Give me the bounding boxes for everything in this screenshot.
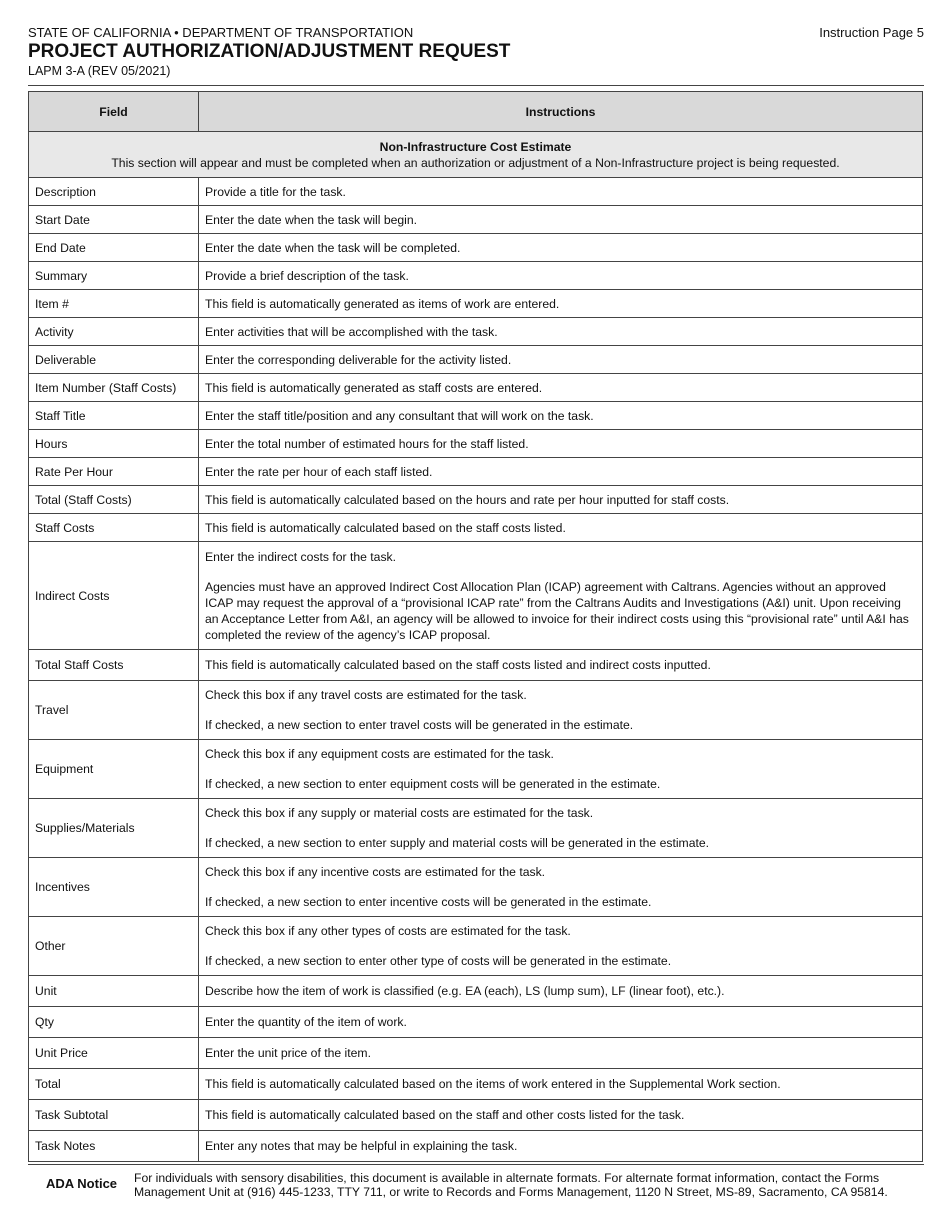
table-row: [29, 234, 923, 262]
column-header-instructions: Instructions: [199, 92, 923, 132]
header-divider: [28, 85, 924, 86]
instruction-text: Check this box if any incentive costs are estimated for the task.: [205, 865, 546, 879]
field-name: Task Notes: [29, 1131, 199, 1162]
instruction-text: Enter activities that will be accomplished with the task.: [205, 324, 498, 339]
field-instruction: [199, 542, 923, 650]
footer-divider: [28, 1164, 924, 1165]
table-row: [29, 374, 923, 402]
field-instruction: [199, 917, 923, 976]
instruction-text: Describe how the item of work is classified (e.g. EA (each), LS (lump sum), LF (linear foot), etc.).: [205, 984, 725, 998]
instruction-text: Check this box if any travel costs are estimated for the task.: [205, 688, 527, 702]
instruction-text: Enter the unit price of the item.: [205, 1046, 371, 1060]
field-name: Incentives: [29, 858, 199, 917]
field-name: Equipment: [29, 740, 199, 799]
instruction-text: This field is automatically calculated based on the staff costs listed and indirect costs inputted.: [205, 658, 711, 672]
field-instruction: [199, 486, 923, 514]
instruction-text: Enter any notes that may be helpful in explaining the task.: [205, 1139, 518, 1153]
field-name: Unit Price: [29, 1038, 199, 1069]
field-name: Indirect Costs: [29, 542, 199, 650]
field-name: Item Number (Staff Costs): [29, 374, 199, 402]
table-row: [29, 458, 923, 486]
section-note: This section will appear and must be completed when an authorization or adjustment of a Non-Infrastructure project is being requested.: [111, 155, 840, 170]
field-name: Summary: [29, 262, 199, 290]
instruction-text: If checked, a new section to enter supply and material costs will be generated in the estimate.: [205, 836, 710, 850]
field-name: Start Date: [29, 206, 199, 234]
field-name: Total (Staff Costs): [29, 486, 199, 514]
ada-notice-text: For individuals with sensory disabilities, this document is available in alternate formats. For alternate format information, contact the Forms Management Unit at (916) 445-1233, TTY 711, or write to Records and Forms Management, 1120 N Street, MS-89, Sacramento, CA 95814.: [134, 1171, 888, 1199]
table-row: [29, 858, 923, 917]
table-row: [29, 178, 923, 206]
instruction-text: If checked, a new section to enter travel costs will be generated in the estimate.: [205, 718, 634, 732]
section-title: Non-Infrastructure Cost Estimate: [379, 139, 572, 154]
instruction-text: Provide a brief description of the task.: [205, 268, 409, 283]
instruction-text: Enter the corresponding deliverable for the activity listed.: [205, 352, 512, 367]
form-number: LAPM 3-A (REV 05/2021): [28, 64, 171, 78]
table-row: [29, 917, 923, 976]
field-instruction: [199, 1131, 923, 1162]
table-row: [29, 650, 923, 681]
field-name: Supplies/Materials: [29, 799, 199, 858]
field-instruction: [199, 430, 923, 458]
instruction-text: Enter the staff title/position and any consultant that will work on the task.: [205, 408, 594, 423]
document-header: [28, 25, 924, 85]
instruction-text: Enter the total number of estimated hours for the staff listed.: [205, 436, 529, 451]
section-header: [29, 132, 923, 178]
instruction-text: This field is automatically calculated based on the items of work entered in the Supplemental Work section.: [205, 1077, 781, 1091]
field-name: Travel: [29, 681, 199, 740]
instruction-text: This field is automatically calculated based on the staff and other costs listed for the task.: [205, 1108, 685, 1122]
instruction-text: Enter the date when the task will begin.: [205, 212, 418, 227]
instruction-text: Check this box if any equipment costs are estimated for the task.: [205, 747, 554, 761]
field-name: Total: [29, 1069, 199, 1100]
field-name: Staff Title: [29, 402, 199, 430]
instruction-text: Check this box if any other types of costs are estimated for the task.: [205, 924, 571, 938]
table-row: [29, 740, 923, 799]
field-instruction: [199, 799, 923, 858]
table-row: [29, 262, 923, 290]
table-row: [29, 799, 923, 858]
field-instruction: [199, 262, 923, 290]
instruction-text: Check this box if any supply or material costs are estimated for the task.: [205, 806, 594, 820]
instruction-text: Enter the date when the task will be completed.: [205, 240, 461, 255]
instruction-text: If checked, a new section to enter other type of costs will be generated in the estimate.: [205, 954, 672, 968]
field-instruction: [199, 374, 923, 402]
field-instruction: [199, 1038, 923, 1069]
field-name: Deliverable: [29, 346, 199, 374]
field-name: End Date: [29, 234, 199, 262]
field-instruction: [199, 318, 923, 346]
field-name: Item #: [29, 290, 199, 318]
field-name: Task Subtotal: [29, 1100, 199, 1131]
table-row: [29, 976, 923, 1007]
instruction-text: This field is automatically calculated based on the hours and rate per hour inputted for staff costs.: [205, 492, 730, 507]
field-instruction: [199, 976, 923, 1007]
table-row: [29, 290, 923, 318]
instruction-text: This field is automatically generated as items of work are entered.: [205, 296, 560, 311]
table-row: [29, 346, 923, 374]
field-instruction: [199, 346, 923, 374]
field-instruction: [199, 290, 923, 318]
instruction-text: If checked, a new section to enter incentive costs will be generated in the estimate.: [205, 895, 652, 909]
field-instruction: [199, 1069, 923, 1100]
field-name: Total Staff Costs: [29, 650, 199, 681]
table-row: [29, 402, 923, 430]
table-row: [29, 486, 923, 514]
table-row: [29, 1069, 923, 1100]
field-name: Qty: [29, 1007, 199, 1038]
form-title: PROJECT AUTHORIZATION/ADJUSTMENT REQUEST: [28, 41, 511, 62]
field-name: Staff Costs: [29, 514, 199, 542]
table-row: [29, 1131, 923, 1162]
field-instruction: [199, 650, 923, 681]
table-row: [29, 430, 923, 458]
agency-name: STATE OF CALIFORNIA • DEPARTMENT OF TRANSPORTATION: [28, 25, 414, 40]
table-row: [29, 318, 923, 346]
field-instruction: [199, 740, 923, 799]
instructions-table: [28, 91, 923, 1162]
field-name: Hours: [29, 430, 199, 458]
field-instruction: [199, 1100, 923, 1131]
field-name: Other: [29, 917, 199, 976]
page-label: Instruction Page 5: [819, 25, 924, 40]
instruction-text: Agencies must have an approved Indirect Cost Allocation Plan (ICAP) agreement with Caltrans. Agencies without an approved ICAP may request the approval of a “provisional ICAP rate” from the Caltrans Audits and Investigations (A&I) unit. Upon receiving an Acceptance Letter from A&I, an agency will be allowed to invoice for their indirect costs using this “provisional rate” until A&I has completed the review of the agency’s ICAP proposal.: [205, 579, 909, 642]
field-instruction: [199, 206, 923, 234]
instruction-text: Enter the quantity of the item of work.: [205, 1015, 407, 1029]
table-row: [29, 1100, 923, 1131]
instruction-text: Provide a title for the task.: [205, 184, 346, 199]
table-row: [29, 681, 923, 740]
instruction-text: This field is automatically calculated based on the staff costs listed.: [205, 520, 566, 535]
table-row: [29, 1007, 923, 1038]
instruction-text: Enter the indirect costs for the task.: [205, 549, 397, 564]
field-name: Description: [29, 178, 199, 206]
field-instruction: [199, 234, 923, 262]
ada-notice-label: ADA Notice: [46, 1176, 118, 1191]
instruction-text: This field is automatically generated as staff costs are entered.: [205, 380, 543, 395]
table-row: [29, 542, 923, 650]
field-instruction: [199, 178, 923, 206]
instruction-text: Enter the rate per hour of each staff listed.: [205, 464, 433, 479]
field-instruction: [199, 681, 923, 740]
field-instruction: [199, 402, 923, 430]
field-name: Activity: [29, 318, 199, 346]
table-row: [29, 1038, 923, 1069]
field-name: Unit: [29, 976, 199, 1007]
field-instruction: [199, 1007, 923, 1038]
field-instruction: [199, 858, 923, 917]
table-row: [29, 206, 923, 234]
field-instruction: [199, 458, 923, 486]
table-row: [29, 514, 923, 542]
instruction-text: If checked, a new section to enter equipment costs will be generated in the estimate.: [205, 777, 661, 791]
column-header-field: Field: [29, 92, 199, 132]
field-name: Rate Per Hour: [29, 458, 199, 486]
field-instruction: [199, 514, 923, 542]
